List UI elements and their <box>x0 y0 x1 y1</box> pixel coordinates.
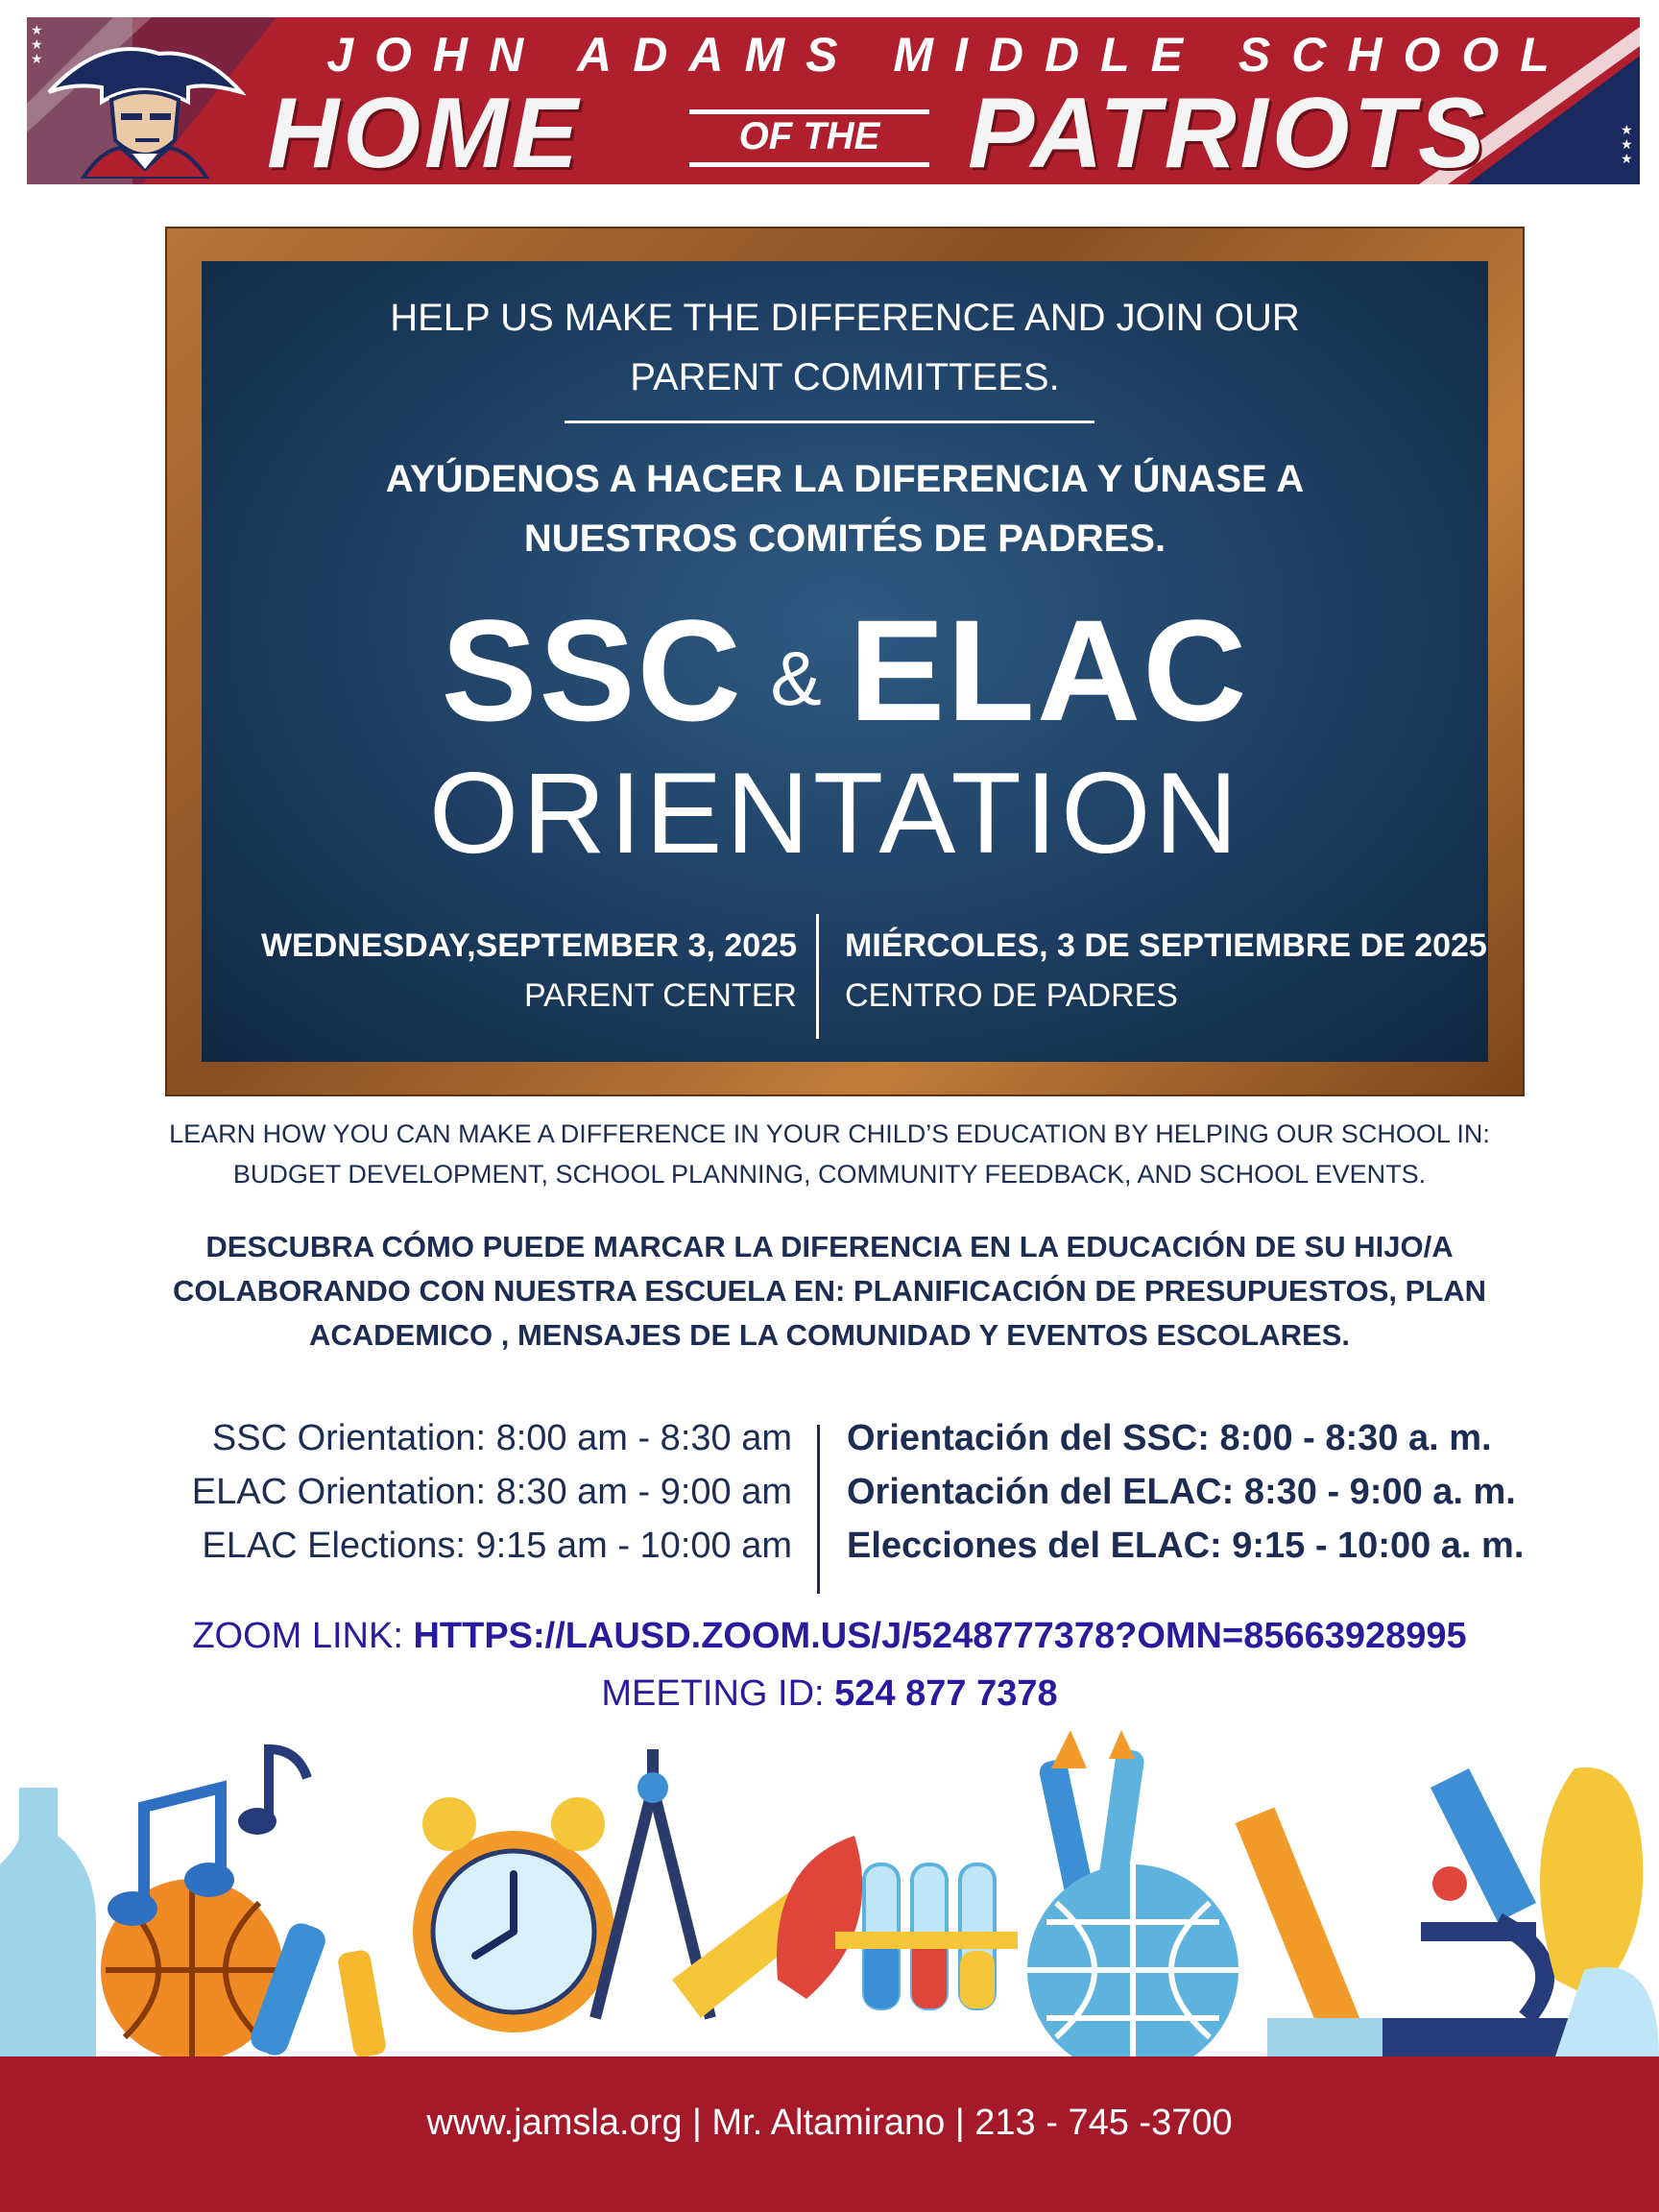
title-ampersand: & <box>770 636 822 721</box>
place-spanish: CENTRO DE PADRES <box>845 977 1178 1014</box>
intro-english-line: PARENT COMMITTEES. <box>630 356 1060 398</box>
leaf-icon <box>777 1836 862 1999</box>
schedule-divider <box>817 1425 820 1594</box>
learn-spanish-line: COLABORANDO CON NUESTRA ESCUELA EN: PLANIFICACIÓN DE PRESUPUESTOS, PLAN <box>172 1274 1487 1308</box>
schedule-spanish <box>847 1411 1634 1573</box>
school-name: JOHN ADAMS MIDDLE SCHOOL <box>326 28 1571 82</box>
music-note-icon <box>269 1749 307 1816</box>
zoom-line <box>0 1609 1659 1663</box>
slogan-of-the: OF THE <box>689 109 929 167</box>
intro-spanish-line: AYÚDENOS A HACER LA DIFERENCIA Y ÚNASE A <box>385 458 1305 500</box>
schedule-item: ELAC Orientation: 8:30 am - 9:00 am <box>191 1472 792 1512</box>
meeting-id-line <box>0 1667 1659 1720</box>
school-banner <box>27 17 1640 184</box>
learn-english-line: LEARN HOW YOU CAN MAKE A DIFFERENCE IN YOUR CHILD’S EDUCATION BY HELPING OUR SCHOOL IN: <box>169 1119 1490 1148</box>
slogan-home: HOME <box>267 78 582 184</box>
meeting-id-label: MEETING ID: <box>601 1673 825 1714</box>
banner-slogan <box>238 77 1640 182</box>
star-icon: ★ ★ ★ <box>1621 122 1633 166</box>
schedule-item: Orientación del SSC: 8:00 - 8:30 a. m. <box>847 1418 1492 1458</box>
learn-english <box>0 1114 1659 1194</box>
date-divider <box>816 914 819 1039</box>
learn-spanish <box>0 1225 1659 1358</box>
intro-spanish-line: NUESTROS COMITÉS DE PADRES. <box>523 517 1166 560</box>
learn-english-line: BUDGET DEVELOPMENT, SCHOOL PLANNING, COMMUNITY FEEDBACK, AND SCHOOL EVENTS. <box>232 1160 1427 1189</box>
zoom-link[interactable]: HTTPS://LAUSD.ZOOM.US/J/5248777378?OMN=85663928995 <box>413 1616 1467 1656</box>
bottle-icon <box>0 1788 96 2056</box>
title-ssc: SSC <box>441 589 743 751</box>
place-english: PARENT CENTER <box>523 977 797 1014</box>
intro-english <box>202 288 1488 407</box>
date-english: WEDNESDAY,SEPTEMBER 3, 2025 <box>260 927 797 964</box>
divider-line <box>565 421 1094 423</box>
schedule-item: ELAC Elections: 9:15 am - 10:00 am <box>202 1526 792 1566</box>
footer-contact: www.jamsla.org | Mr. Altamirano | 213 - 745 -3700 <box>426 2103 1233 2143</box>
star-icon: ★ ★ ★ <box>31 22 43 66</box>
ruler-icon <box>1236 1807 1361 2036</box>
leaf-icon <box>1540 1767 1643 1999</box>
date-spanish: MIÉRCOLES, 3 DE SEPTIEMBRE DE 2025 <box>845 927 1487 964</box>
school-supplies-illustration <box>0 1730 1659 2056</box>
intro-english-line: HELP US MAKE THE DIFFERENCE AND JOIN OUR <box>390 297 1300 339</box>
schedule-item: Orientación del ELAC: 8:30 - 9:00 a. m. <box>847 1472 1516 1512</box>
meeting-id-value: 524 877 7378 <box>834 1673 1058 1714</box>
schedule-item: SSC Orientation: 8:00 am - 8:30 am <box>211 1418 792 1458</box>
event-title <box>202 588 1488 751</box>
chalkboard <box>202 261 1488 1062</box>
schedule-item: Elecciones del ELAC: 9:15 - 10:00 a. m. <box>847 1526 1525 1566</box>
zoom-label: ZOOM LINK: <box>192 1616 403 1656</box>
title-elac: ELAC <box>849 589 1249 751</box>
patriot-mascot-logo <box>44 25 246 179</box>
learn-spanish-line: DESCUBRA CÓMO PUEDE MARCAR LA DIFERENCIA EN LA EDUCACIÓN DE SU HIJO/A <box>205 1230 1454 1263</box>
intro-spanish <box>202 449 1488 568</box>
learn-spanish-line: ACADEMICO , MENSAJES DE LA COMUNIDAD Y EVENTOS ESCOLARES. <box>308 1318 1350 1352</box>
footer <box>0 2056 1659 2212</box>
slogan-patriots: PATRIOTS <box>968 78 1489 184</box>
schedule-english <box>38 1411 792 1573</box>
title-orientation: ORIENTATION <box>428 749 1242 878</box>
